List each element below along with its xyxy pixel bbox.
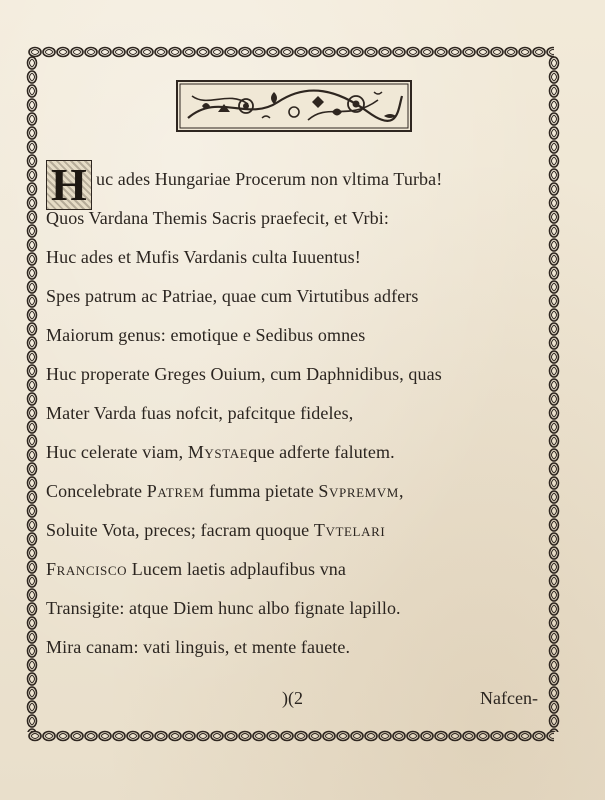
verse-line-11	[46, 550, 546, 589]
verse-line-3: Huc ades et Mufis Vardanis culta Iuuentus!	[46, 247, 361, 267]
floral-headpiece-ornament	[176, 80, 412, 132]
verse-line-7: Mater Varda fuas nofcit, pafcitque fideles,	[46, 403, 354, 423]
verse-line-8-smallcaps: Mystae	[187, 442, 249, 462]
verse-line-9-smallcaps-2: Svpremvm	[318, 481, 399, 501]
verse-text-block	[46, 160, 546, 667]
verse-line-1	[46, 159, 546, 210]
verse-line-11-smallcaps: Francisco	[46, 559, 128, 579]
verse-line-8	[46, 433, 546, 472]
decorated-initial-letter: H	[46, 160, 92, 210]
ornamental-border-top	[28, 44, 554, 60]
verse-line-9-part-a: Concelebrate	[46, 481, 147, 501]
verse-line-11-part-b: Lucem laetis adplaufibus vna	[127, 559, 346, 579]
verse-line-10-part-a: Soluite Vota, preces; facram quoque	[46, 520, 314, 540]
ornamental-border-bottom	[28, 728, 554, 744]
verse-line-9-part-b: fumma pietate	[204, 481, 319, 501]
ornamental-border-right	[546, 56, 562, 732]
catchword: Nafcen-	[480, 688, 538, 708]
verse-line-10	[46, 511, 546, 550]
verse-line-9-smallcaps-1: Patrem	[146, 481, 205, 501]
verse-line-1-text: uc ades Hungariae Procerum non vltima Turba!	[96, 169, 443, 189]
verse-line-5: Maiorum genus: emotique e Sedibus omnes	[46, 325, 366, 345]
verse-line-6: Huc properate Greges Ouium, cum Daphnidibus, quas	[46, 364, 442, 384]
signature-mark: )(2	[282, 688, 303, 708]
verse-line-9-part-c: ,	[398, 481, 404, 501]
verse-line-8-part-b: que adferte falutem.	[248, 442, 395, 462]
verse-line-10-smallcaps: Tvtelari	[313, 520, 386, 540]
verse-line-4: Spes patrum ac Patriae, quae cum Virtutibus adfers	[46, 286, 419, 306]
verse-line-12: Transigite: atque Diem hunc albo fignate lapillo.	[46, 598, 401, 618]
verse-line-9	[46, 472, 546, 511]
verse-line-13: Mira canam: vati linguis, et mente fauete.	[46, 637, 351, 657]
ornamental-border-left	[24, 56, 40, 732]
verse-line-2: Quos Vardana Themis Sacris praefecit, et Vrbi:	[46, 208, 389, 228]
verse-line-8-part-a: Huc celerate viam,	[46, 442, 188, 462]
